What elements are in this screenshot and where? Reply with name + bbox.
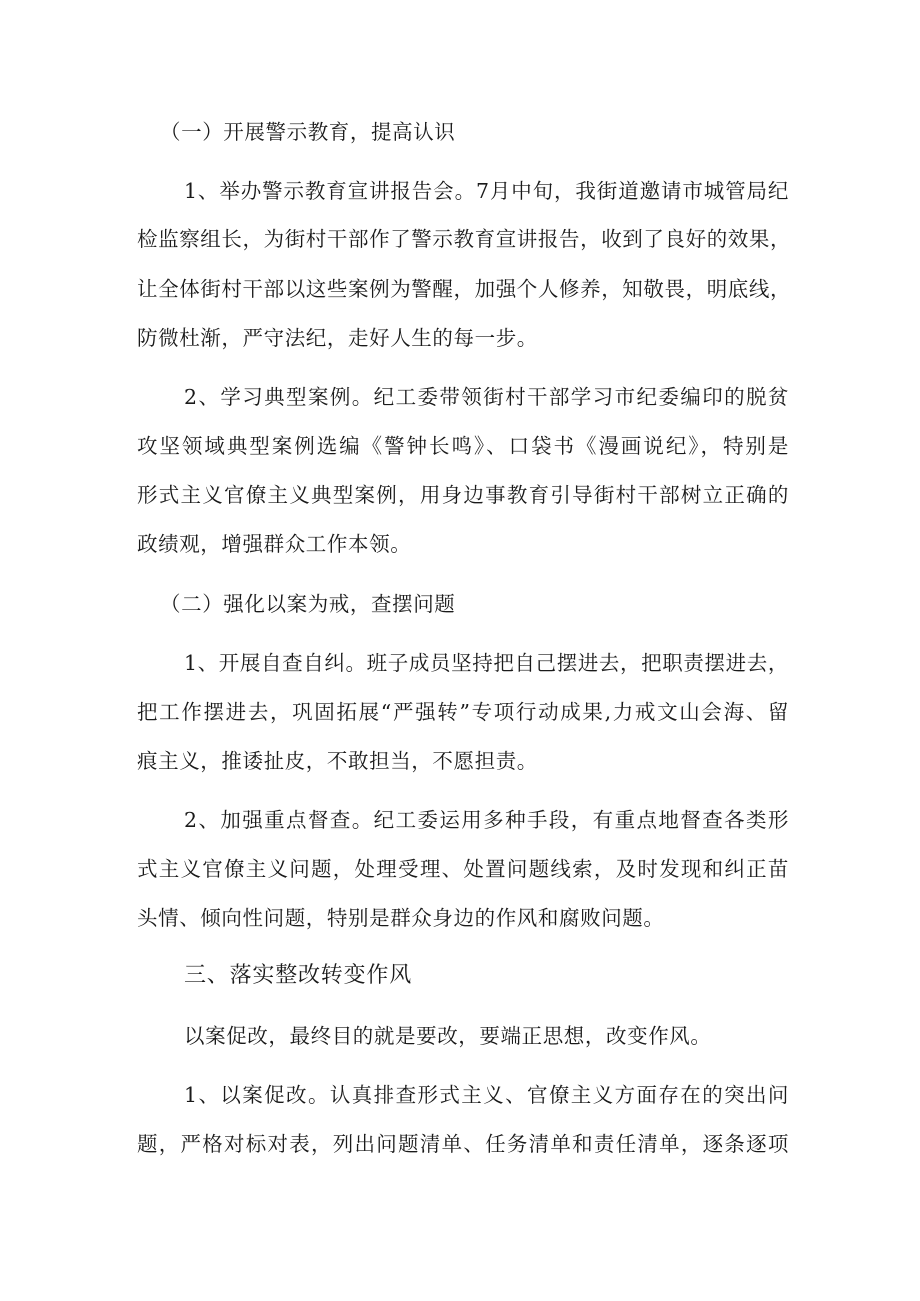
paragraph-1-line-3: 让全体街村干部以这些案例为警醒，加强个人修养，知敬畏，明底线，	[137, 277, 792, 301]
paragraph-3-line-1: 1、开展自查自纠。班子成员坚持把自己摆进去，把职责摆进去，	[184, 651, 789, 675]
paragraph-1-line-1: 1、举办警示教育宣讲报告会。7月中旬，我街道邀请市城管局纪	[184, 179, 789, 203]
paragraph-2-line-3: 形式主义官僚主义典型案例，用身边事教育引导街村干部树立正确的	[137, 483, 789, 507]
paragraph-4-line-1: 2、加强重点督查。纪工委运用多种手段，有重点地督查各类形	[184, 808, 789, 832]
section-heading-2: （二）强化以案为戒，查摆问题	[160, 592, 456, 616]
paragraph-4-line-2: 式主义官僚主义问题，处理受理、处置问题线索，及时发现和纠正苗	[137, 857, 789, 881]
section-heading-3: 三、落实整改转变作风	[184, 963, 413, 988]
paragraph-1-line-2: 检监察组长，为街村干部作了警示教育宣讲报告，收到了良好的效果，	[137, 227, 792, 251]
paragraph-3-line-2: 把工作摆进去，巩固拓展“严强转”专项行动成果,力戒文山会海、留	[137, 700, 789, 724]
paragraph-6-line-2: 题，严格对标对表，列出问题清单、任务清单和责任清单，逐条逐项	[137, 1132, 789, 1156]
paragraph-2-line-4: 政绩观，增强群众工作本领。	[137, 532, 412, 556]
paragraph-5-line-1: 以案促改，最终目的就是要改，要端正思想，改变作风。	[184, 1024, 712, 1048]
paragraph-3-line-3: 痕主义，推诿扯皮，不敢担当，不愿担责。	[137, 749, 538, 773]
paragraph-4-line-3: 头情、倾向性问题，特别是群众身边的作风和腐败问题。	[137, 906, 665, 930]
paragraph-2-line-2: 攻坚领域典型案例选编《警钟长鸣》、口袋书《漫画说纪》，特别是	[137, 434, 789, 458]
paragraph-1-line-4: 防微杜渐，严守法纪，走好人生的每一步。	[137, 326, 538, 350]
section-heading-1: （一）开展警示教育，提高认识	[160, 120, 456, 144]
paragraph-2-line-1: 2、学习典型案例。纪工委带领街村干部学习市纪委编印的脱贫	[184, 385, 789, 409]
paragraph-6-line-1: 1、以案促改。认真排查形式主义、官僚主义方面存在的突出问	[184, 1083, 789, 1107]
